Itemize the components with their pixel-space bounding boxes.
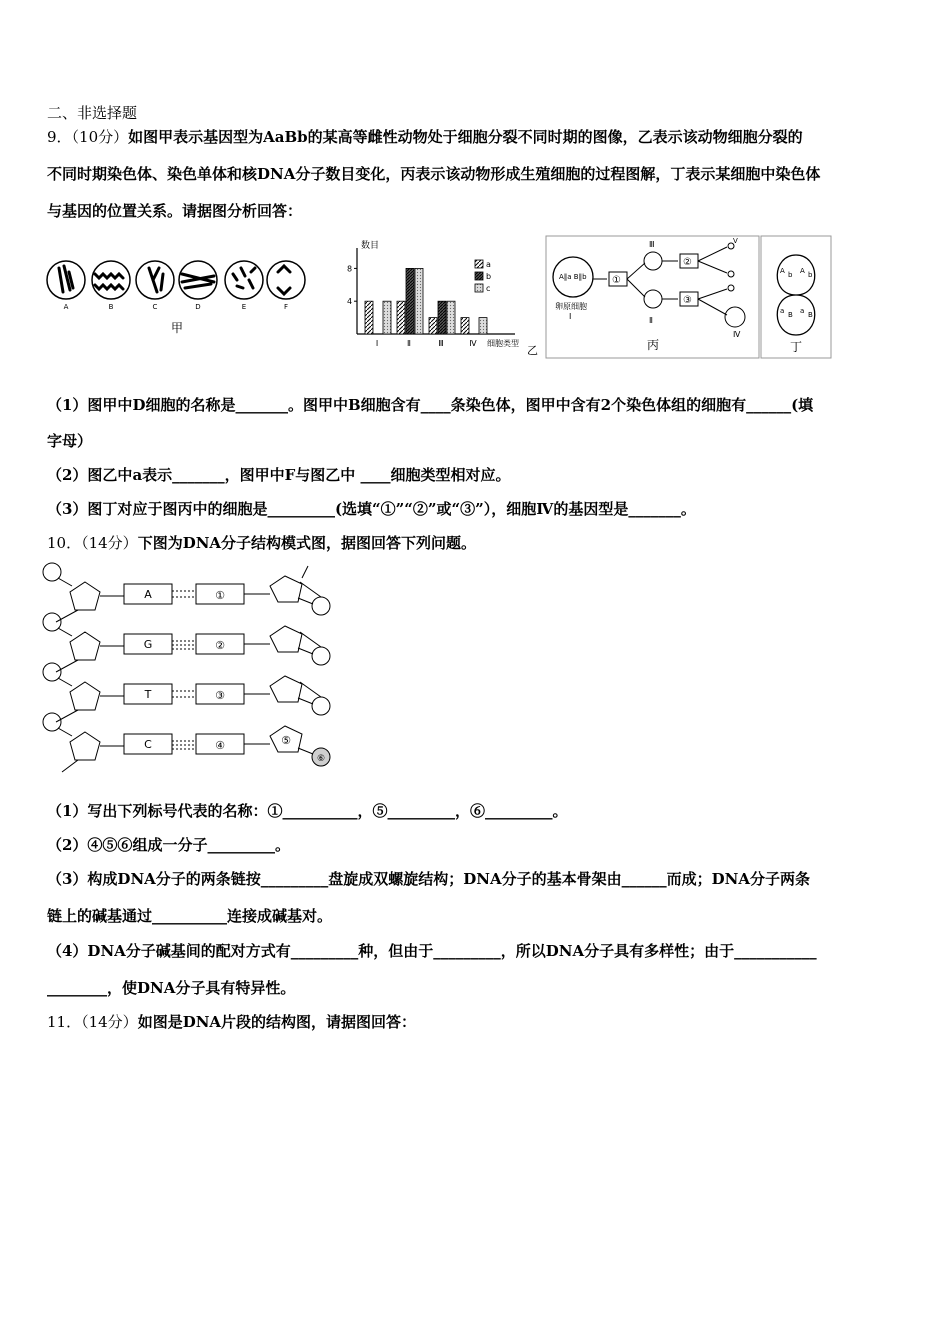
- figure-jia: [45, 250, 310, 346]
- ding-gene-4: b: [808, 271, 813, 279]
- yi-bar-a-2: [397, 301, 405, 334]
- yi-ylabel: 数目: [361, 241, 380, 251]
- yi-xtick-1: Ⅰ: [375, 339, 379, 348]
- ding-gene-1: A: [780, 267, 785, 275]
- q10-sub1: （1）写出下列标号代表的名称：①__________，⑤_________，⑥_________。: [47, 802, 568, 820]
- q10-line1: [47, 533, 476, 553]
- q10-text: 下图为DNA分子结构模式图，据图回答下列问题。: [137, 534, 477, 552]
- yi-bar-c-3: [447, 301, 455, 334]
- q10-sub3a: （3）构成DNA分子的两条链按_________盘旋成双螺旋结构；DNA分子的基本骨架由______而成；DNA分子两条: [47, 870, 811, 888]
- dna-left-base-2: G: [143, 638, 153, 651]
- dna-right-base-3: ③: [215, 689, 225, 702]
- figure-yi: [335, 238, 545, 362]
- dna-left-base-4: C: [144, 738, 152, 751]
- ding-caption: 丁: [790, 340, 803, 354]
- cell-C: [136, 261, 174, 299]
- q11-score: （14分）: [81, 1013, 138, 1031]
- yi-bar-a-4: [461, 318, 469, 334]
- figure-bing: [545, 235, 760, 364]
- bing-circled-3: ③: [683, 295, 692, 306]
- ding-gene-6: B: [788, 311, 793, 319]
- yi-bar-a-3: [429, 318, 437, 334]
- q9-text2: 不同时期染色体、染色单体和核DNA分子数目变化，丙表示该动物形成生殖细胞的过程图解，丁表示某细胞中染色体: [47, 165, 821, 183]
- jia-label-A: A: [63, 303, 69, 311]
- yi-bar-b-2: [406, 268, 414, 334]
- yi-bar-c-2: [415, 268, 423, 334]
- q9-number: 9．: [47, 128, 72, 146]
- jia-label-B: B: [108, 303, 114, 311]
- q11-text: 如图是DNA片段的结构图，请据图回答：: [137, 1013, 417, 1031]
- yi-bar-c-1: [383, 301, 391, 334]
- dna-mark-6: ⑥: [316, 754, 326, 764]
- dna-right-base-1: ①: [215, 589, 225, 602]
- ding-gene-8: B: [808, 311, 813, 319]
- q9-line1: [47, 127, 803, 147]
- yi-legend-swatch-a: [475, 260, 483, 268]
- q9-sub2: （2）图乙中a表示_______，图甲中F与图乙中 ____细胞类型相对应。: [47, 466, 511, 484]
- ding-gene-5: a: [780, 307, 785, 315]
- dna-left-base-3: T: [144, 688, 152, 701]
- yi-xlabel: 细胞类型: [487, 339, 519, 348]
- q10-number: 10．: [47, 534, 82, 552]
- figure-ding: [760, 235, 832, 364]
- yi-bar-a-1: [365, 301, 373, 334]
- ding-gene-3: A: [800, 267, 805, 275]
- q10-sub4b: ________，使DNA分子具有特异性。: [47, 979, 296, 997]
- bing-roman-2: Ⅱ: [649, 316, 653, 325]
- q10-sub2: （2）④⑤⑥组成一分子_________。: [47, 836, 290, 854]
- jia-label-C: C: [152, 303, 158, 311]
- cell-B: [92, 261, 130, 299]
- yi-legend-label-a: a: [486, 260, 491, 269]
- yi-bar-b-3: [438, 301, 446, 334]
- q9-score: （10分）: [71, 128, 129, 146]
- bing-roman-5: Ⅴ: [733, 237, 738, 245]
- yi-legend-label-c: c: [486, 284, 491, 293]
- jia-label-D: D: [195, 303, 201, 311]
- jia-caption: 甲: [170, 321, 184, 335]
- figure-dna: [40, 560, 335, 779]
- q9-text1: 如图甲表示基因型为AaBb的某高等雌性动物处于细胞分裂不同时期的图像，乙表示该动物细胞分裂的: [128, 128, 803, 146]
- bing-cell-name: 卵原细胞: [555, 302, 587, 311]
- yi-ytick-8: 8: [347, 264, 353, 274]
- yi-xtick-3: Ⅲ: [438, 339, 444, 348]
- ding-gene-7: a: [800, 307, 805, 315]
- q9-sub3: （3）图丁对应于图丙中的细胞是_________(选填“①”“②”或“③”），细胞Ⅳ的基因型是_______。: [47, 500, 696, 518]
- yi-bar-c-4: [479, 318, 487, 334]
- bing-cell-genes: A‖a B‖b: [559, 273, 587, 281]
- yi-caption: 乙: [527, 344, 538, 357]
- section-title: 二、非选择题: [47, 104, 138, 122]
- bing-roman-3: Ⅲ: [649, 240, 655, 249]
- ding-gene-2: b: [788, 271, 793, 279]
- dna-right-base-4: ④: [215, 739, 225, 752]
- jia-label-F: F: [283, 303, 289, 311]
- q11-line1: [47, 1012, 416, 1032]
- dna-right-base-2: ②: [215, 639, 225, 652]
- yi-legend-swatch-b: [475, 272, 483, 280]
- bing-circled-1: ①: [612, 275, 621, 286]
- jia-label-E: E: [241, 303, 247, 311]
- q10-score: （14分）: [81, 534, 138, 552]
- yi-legend-swatch-c: [475, 284, 483, 292]
- yi-legend-label-b: b: [486, 272, 492, 281]
- yi-ytick-4: 4: [347, 297, 353, 307]
- bing-circled-2: ②: [683, 257, 692, 268]
- q10-sub3b: 链上的碱基通过__________连接成碱基对。: [47, 907, 333, 925]
- q11-number: 11．: [47, 1013, 82, 1031]
- q9-text3: 与基因的位置关系。请据图分析回答：: [47, 202, 303, 220]
- q9-sub1a: （1）图甲中D细胞的名称是_______。图甲中B细胞含有____条染色体，图甲中含有2个染色体组的细胞有______(填: [47, 396, 814, 414]
- yi-xtick-2: Ⅱ: [407, 339, 411, 348]
- bing-roman-1: Ⅰ: [569, 312, 572, 321]
- dna-left-base-1: A: [144, 588, 152, 601]
- q10-sub4a: （4）DNA分子碱基间的配对方式有_________种，但由于_________，所以DNA分子具有多样性；由于___________: [47, 942, 817, 960]
- yi-xtick-4: Ⅳ: [469, 339, 477, 348]
- bing-roman-4: Ⅳ: [733, 330, 741, 339]
- dna-mark-5: ⑤: [281, 734, 291, 747]
- q9-sub1b: 字母）: [47, 432, 93, 450]
- cell-E: [225, 261, 263, 299]
- bing-caption: 丙: [647, 338, 660, 352]
